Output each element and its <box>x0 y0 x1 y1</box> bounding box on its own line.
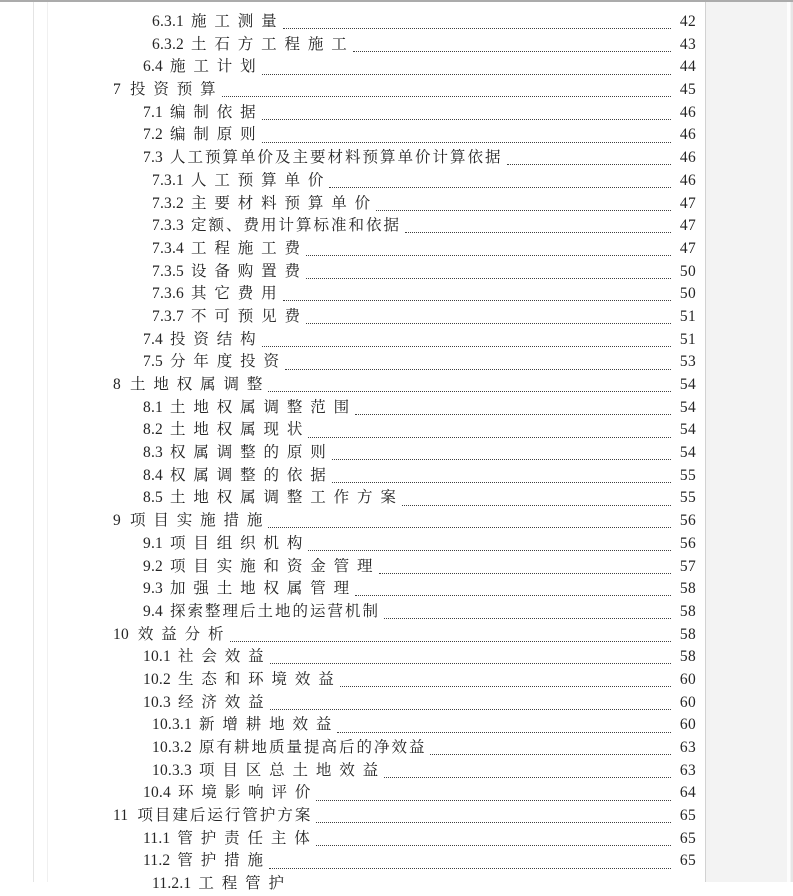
toc-entry-title: 权 属 调 整 的 原 则 <box>169 444 328 462</box>
toc-entry-title: 投 资 预 算 <box>129 81 218 99</box>
toc-entry-title: 生 态 和 环 境 效 益 <box>177 670 336 688</box>
dot-leader <box>332 482 671 483</box>
toc-entry-title: 人 工 预 算 单 价 <box>191 171 326 189</box>
toc-entry <box>0 79 793 102</box>
toc-entry <box>0 646 793 669</box>
dot-leader <box>355 595 671 596</box>
toc-entry-title: 原有耕地质量提高后的净效益 <box>198 739 427 756</box>
toc-entry-page: 46 <box>679 103 696 121</box>
dot-leader <box>340 686 671 687</box>
dot-leader <box>430 754 671 755</box>
dot-leader <box>376 210 671 211</box>
dot-leader <box>262 142 671 143</box>
dot-leader <box>269 868 671 869</box>
toc-entry-page: 64 <box>679 784 696 802</box>
dot-leader <box>337 732 671 733</box>
toc-entry-page: 65 <box>679 829 696 847</box>
toc-entry-page: 43 <box>679 35 696 53</box>
toc-entry <box>0 850 793 873</box>
toc-entry <box>0 828 793 851</box>
toc-entry <box>0 556 793 579</box>
toc-entry <box>0 261 793 284</box>
toc-entry <box>0 329 793 352</box>
toc-entry-page: 46 <box>679 126 696 144</box>
toc-entry-title: 工 程 施 工 费 <box>191 239 303 257</box>
toc-entry-number: 10.3 <box>143 693 171 711</box>
toc-entry <box>0 306 793 329</box>
toc-entry-title: 项 目 区 总 土 地 效 益 <box>198 761 381 779</box>
toc-entry <box>0 692 793 715</box>
toc-entry-number: 7.3.7 <box>152 307 184 325</box>
toc-entry-title: 编 制 依 据 <box>169 103 258 121</box>
toc-entry-title: 设 备 购 置 费 <box>191 262 303 280</box>
dot-leader <box>306 278 671 279</box>
toc-entry-number: 10 <box>113 625 129 643</box>
toc-entry-partial <box>0 873 793 896</box>
toc-entry <box>0 669 793 692</box>
toc-entry-title: 投 资 结 构 <box>169 330 258 348</box>
toc-entry-page: 47 <box>679 217 696 235</box>
dot-leader <box>230 641 671 642</box>
toc-entry <box>0 193 793 216</box>
toc-entry-page: 54 <box>679 421 696 439</box>
dot-leader <box>353 51 671 52</box>
toc-entry-title: 人工预算单价及主要材料预算单价计算依据 <box>169 149 503 167</box>
toc-entry-title: 权 属 调 整 的 依 据 <box>169 466 328 484</box>
toc-entry-page: 54 <box>679 376 696 393</box>
dot-leader <box>270 709 671 710</box>
toc-entry <box>0 102 793 125</box>
toc-entry-number: 10.3.1 <box>152 716 192 734</box>
toc-entry-title: 新 增 耕 地 效 益 <box>198 716 334 734</box>
dot-leader <box>384 777 671 778</box>
toc-entry-title: 施 工 计 划 <box>169 58 258 76</box>
toc-entry <box>0 11 793 34</box>
toc-entry-number: 6.3.1 <box>152 13 184 30</box>
toc-entry-number: 8 <box>113 376 121 393</box>
toc-entry <box>0 624 793 647</box>
toc-entry-page: 51 <box>679 307 696 325</box>
toc-entry <box>0 578 793 601</box>
toc-entry-title: 项目建后运行管护方案 <box>137 807 313 825</box>
toc-entry-title: 编 制 原 则 <box>169 126 258 144</box>
toc-entry-title: 项 目 组 织 机 构 <box>169 534 305 552</box>
toc-entry-title: 管 护 责 任 主 体 <box>177 829 312 847</box>
toc-entry-page: 50 <box>679 262 696 280</box>
dot-leader <box>308 437 671 438</box>
toc-entry-number: 7.4 <box>143 330 163 348</box>
toc-entry-title: 土 地 权 属 现 状 <box>169 421 305 439</box>
toc-entry-title: 探索整理后土地的运营机制 <box>169 602 380 620</box>
toc-entry-page: 58 <box>679 648 696 666</box>
toc-entry <box>0 442 793 465</box>
toc-entry-number: 7.3.3 <box>152 217 184 235</box>
toc-entry-title: 项 目 实 施 措 施 <box>129 512 265 530</box>
toc-entry-number: 9.1 <box>143 534 163 552</box>
toc-entry-title: 加 强 土 地 权 属 管 理 <box>169 580 352 598</box>
dot-leader <box>262 74 671 75</box>
toc-entry-page: 45 <box>679 81 696 99</box>
toc-entry-number: 7.3.6 <box>152 285 184 303</box>
dot-leader <box>308 550 671 551</box>
toc-entry-page: 63 <box>679 761 696 779</box>
toc-entry-number: 9.3 <box>143 580 163 598</box>
toc-entry-page: 54 <box>679 444 696 462</box>
toc-entry-number: 7.2 <box>143 126 163 144</box>
toc-entry <box>0 419 793 442</box>
toc-entry-number: 8.3 <box>143 444 163 462</box>
toc-entry-page: 47 <box>679 194 696 212</box>
toc-entry-number: 7.3 <box>143 149 163 167</box>
toc-entry-page: 58 <box>679 602 696 620</box>
toc-entry-page: 55 <box>679 489 696 507</box>
toc-entry-title: 项 目 实 施 和 资 金 管 理 <box>169 557 375 575</box>
toc-entry-title: 主 要 材 料 预 算 单 价 <box>191 194 373 212</box>
toc-entry-page: 54 <box>679 398 696 416</box>
toc-entry-number: 9.2 <box>143 557 163 575</box>
toc-entry-page: 57 <box>679 557 696 575</box>
dot-leader <box>306 323 671 324</box>
toc-entry <box>0 124 793 147</box>
toc-entry-number: 10.4 <box>143 784 171 802</box>
dot-leader <box>268 391 671 392</box>
toc-entry-page: 60 <box>679 670 696 688</box>
toc-entry-number: 8.2 <box>143 421 163 439</box>
toc-entry <box>0 34 793 57</box>
toc-entry <box>0 533 793 556</box>
toc-entry-number: 7.1 <box>143 103 163 121</box>
toc-entry-page: 42 <box>679 13 696 30</box>
toc-entry-number: 6.4 <box>143 58 163 76</box>
toc-entry <box>0 782 793 805</box>
toc-entry <box>0 487 793 510</box>
toc-entry-title: 经 济 效 益 <box>177 693 266 711</box>
toc-entry <box>0 238 793 261</box>
toc-entry-page: 53 <box>679 353 696 371</box>
toc-entry-page: 46 <box>679 149 696 167</box>
toc-entry-page: 44 <box>679 58 696 76</box>
toc-entry <box>0 215 793 238</box>
toc-entry-number: 8.1 <box>143 398 163 416</box>
toc-entry-title: 社 会 效 益 <box>177 648 266 666</box>
dot-leader <box>268 527 671 528</box>
dot-leader <box>405 232 671 233</box>
toc-entry-page: 51 <box>679 330 696 348</box>
toc-entry-title: 土 石 方 工 程 施 工 <box>191 35 349 53</box>
toc-entry-title: 环 境 影 响 评 价 <box>177 784 313 802</box>
toc-entry-page: 50 <box>679 285 696 303</box>
dot-leader <box>332 459 671 460</box>
toc-entry-number: 7 <box>113 81 121 99</box>
dot-leader <box>262 346 671 347</box>
toc-entry <box>0 374 793 397</box>
dot-leader <box>283 28 671 29</box>
toc-entry <box>0 714 793 737</box>
toc-entry-number: 11.2 <box>143 852 171 870</box>
toc-entry-page: 65 <box>679 852 696 870</box>
toc-entry-title: 土 地 权 属 调 整 <box>129 376 265 393</box>
dot-leader <box>316 845 671 846</box>
toc-entry-title: 定额、费用计算标准和依据 <box>191 217 402 235</box>
toc-entry <box>0 170 793 193</box>
toc-entry <box>0 760 793 783</box>
toc-entry-title: 工 程 管 护 <box>198 875 287 893</box>
toc-entry <box>0 805 793 828</box>
toc-entry-number: 8.4 <box>143 466 163 484</box>
toc-entry-number: 9.4 <box>143 602 163 620</box>
dot-leader <box>355 414 671 415</box>
toc-entry <box>0 147 793 170</box>
toc-entry-title: 施 工 测 量 <box>191 13 279 30</box>
toc-entry <box>0 510 793 533</box>
dot-leader <box>316 800 671 801</box>
toc-entry-page: 56 <box>679 534 696 552</box>
toc-entry-number: 10.3.2 <box>152 739 192 756</box>
toc-entry-page: 58 <box>679 580 696 598</box>
dot-leader <box>329 187 671 188</box>
toc-entry-page: 60 <box>679 716 696 734</box>
dot-leader <box>316 822 671 823</box>
toc-entry-page: 55 <box>679 466 696 484</box>
dot-leader <box>285 369 671 370</box>
toc-entry-number: 11 <box>113 807 129 825</box>
toc-entry <box>0 351 793 374</box>
toc-entry <box>0 601 793 624</box>
toc-entry <box>0 465 793 488</box>
toc-entry-page: 56 <box>679 512 696 530</box>
toc-entry-number: 7.3.5 <box>152 262 184 280</box>
toc-entry-number: 9 <box>113 512 121 530</box>
toc-entry-page: 65 <box>679 807 696 825</box>
toc-entry <box>0 283 793 306</box>
dot-leader <box>283 300 671 301</box>
toc-entry-page: 47 <box>679 239 696 257</box>
dot-leader <box>402 505 671 506</box>
toc-entry-number: 10.3.3 <box>152 761 192 779</box>
dot-leader <box>379 573 672 574</box>
dot-leader <box>222 96 671 97</box>
dot-leader <box>507 164 672 165</box>
toc-entry-page: 58 <box>679 625 696 643</box>
toc-entry <box>0 397 793 420</box>
toc-entry-title: 管 护 措 施 <box>177 852 265 870</box>
toc-entry-title: 土 地 权 属 调 整 工 作 方 案 <box>169 489 398 507</box>
toc-entry-number: 7.3.4 <box>152 239 184 257</box>
dot-leader <box>384 618 671 619</box>
dot-leader <box>306 255 671 256</box>
toc-entry-title: 其 它 费 用 <box>191 285 279 303</box>
toc-entry-number: 10.2 <box>143 670 171 688</box>
toc-entry-page: 63 <box>679 739 696 756</box>
toc-entry-title: 分 年 度 投 资 <box>169 353 281 371</box>
toc-entry <box>0 56 793 79</box>
toc-entry-title: 土 地 权 属 调 整 范 围 <box>169 398 352 416</box>
toc-entry-page: 60 <box>679 693 696 711</box>
dot-leader <box>270 663 671 664</box>
toc-entry-title: 不 可 预 见 费 <box>191 307 303 325</box>
dot-leader <box>262 119 671 120</box>
toc-entry-page: 46 <box>679 171 696 189</box>
toc-entry-number: 10.1 <box>143 648 171 666</box>
toc-entry-number: 11.1 <box>143 829 171 847</box>
toc-entry-number: 6.3.2 <box>152 35 184 53</box>
toc-entry-number: 8.5 <box>143 489 163 507</box>
toc-entry <box>0 737 793 760</box>
toc-entry-title: 效 益 分 析 <box>137 625 226 643</box>
toc-entry-number: 7.5 <box>143 353 163 371</box>
toc-entry-number: 7.3.1 <box>152 171 184 189</box>
toc-entry-number: 7.3.2 <box>152 194 184 212</box>
toc-entry-number: 11.2.1 <box>152 875 192 893</box>
